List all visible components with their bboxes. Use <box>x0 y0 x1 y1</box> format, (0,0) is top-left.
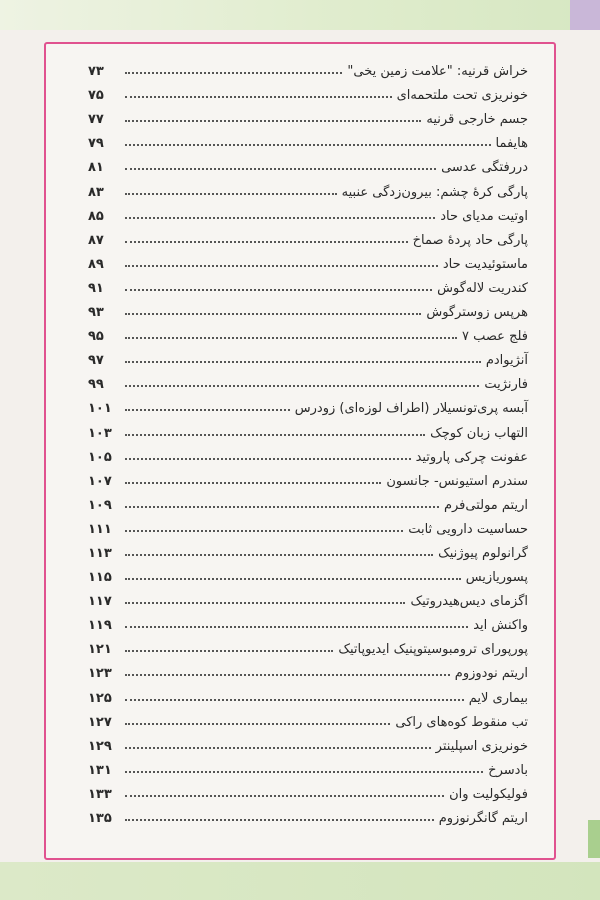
toc-entry <box>88 248 528 272</box>
dot-leader <box>125 650 333 652</box>
toc-entry-title: تب منقوط کوه‌های راکی <box>395 714 528 730</box>
toc-entry <box>88 513 528 537</box>
dot-leader <box>125 819 434 821</box>
toc-entry-page: ۸۹ <box>88 256 104 272</box>
dot-leader <box>125 217 435 219</box>
toc-entry-title: اگزمای دیس‌هیدروتیک <box>410 594 528 610</box>
toc-entry-title: آنژیوادم <box>485 353 528 369</box>
dot-leader <box>125 409 290 411</box>
toc-entry <box>88 609 528 633</box>
toc-entry <box>88 489 528 513</box>
toc-entry <box>88 175 528 199</box>
toc-entry <box>88 778 528 802</box>
toc-entry <box>88 103 528 127</box>
toc-entry <box>88 633 528 657</box>
toc-entry-title: کندریت لاله‌گوش <box>437 280 528 296</box>
toc-entry-title: واکنش اید <box>473 618 528 634</box>
dot-leader <box>125 289 432 291</box>
toc-entry-page: ۱۳۱ <box>88 762 112 778</box>
toc-entry-page: ۷۵ <box>88 88 104 104</box>
toc-entry-page: ۱۰۷ <box>88 473 112 489</box>
toc-entry <box>88 465 528 489</box>
dot-leader <box>125 626 468 628</box>
toc-entry-page: ۱۱۳ <box>88 545 112 561</box>
dot-leader <box>125 747 431 749</box>
toc-entry <box>88 681 528 705</box>
toc-entry-title: خراش قرنیه: "علامت زمین یخی" <box>347 64 528 80</box>
dot-leader <box>125 771 483 773</box>
toc-entry <box>88 127 528 151</box>
toc-entry-title: اریتم نودوزوم <box>454 666 528 682</box>
dot-leader <box>125 795 444 797</box>
dot-leader <box>125 699 464 701</box>
dot-leader <box>125 168 436 170</box>
top-color-band <box>0 0 600 30</box>
toc-entry-title: جسم خارجی قرنیه <box>426 112 528 128</box>
toc-entry-page: ۹۹ <box>88 377 104 393</box>
toc-entry-title: خونریزی تحت ملتحمه‌ای <box>396 88 528 104</box>
toc-entry-page: ۱۱۹ <box>88 618 112 634</box>
toc-entry-title: پارگی حاد پردهٔ صماخ <box>412 232 528 248</box>
toc-entry <box>88 561 528 585</box>
toc-entry-title: اریتم مولتی‌فرم <box>443 497 528 513</box>
toc-entry-page: ۱۲۵ <box>88 690 112 706</box>
dot-leader <box>125 241 408 243</box>
toc-entry-page: ۱۲۹ <box>88 738 112 754</box>
toc-entry <box>88 706 528 730</box>
toc-entry <box>88 320 528 344</box>
toc-entry-title: دررفتگی عدسی <box>441 160 528 176</box>
toc-entry-title: سندرم استیونس- جانسون <box>386 473 528 489</box>
toc-entry-title: آبسه پری‌تونسیلار (اطراف لوزه‌ای) زودرس <box>294 401 528 417</box>
corner-tab <box>570 0 600 30</box>
toc-entry-title: پسوریازیس <box>465 570 528 586</box>
toc-entry-title: گرانولوم پیوژنیک <box>438 545 528 561</box>
toc-entry <box>88 754 528 778</box>
toc-entry-title: فولیکولیت وان <box>449 786 528 802</box>
dot-leader <box>125 193 337 195</box>
toc-entry-title: پارگی کرهٔ چشم: بیرون‌زدگی عنبیه <box>341 184 528 200</box>
toc-entry <box>88 224 528 248</box>
dot-leader <box>125 530 403 532</box>
toc-entry-page: ۱۳۵ <box>88 811 112 826</box>
toc-entry <box>88 272 528 296</box>
toc-entry <box>88 392 528 416</box>
toc-entry-title: فارنژیت <box>484 377 528 393</box>
toc-entry <box>88 344 528 368</box>
dot-leader <box>125 72 342 74</box>
toc-entry-page: ۷۳ <box>88 64 104 80</box>
toc-entry-page: ۹۷ <box>88 353 104 369</box>
toc-entry-page: ۱۲۳ <box>88 666 112 682</box>
toc-entry <box>88 537 528 561</box>
toc-entry <box>88 416 528 440</box>
toc-entry <box>88 200 528 224</box>
toc-entry-title: بیماری لایم <box>468 690 528 706</box>
dot-leader <box>125 723 390 725</box>
toc-entry-page: ۷۷ <box>88 112 104 128</box>
toc-entry-title: التهاب زبان کوچک <box>430 425 528 441</box>
dot-leader <box>125 313 421 315</box>
toc-entry-title: حساسیت دارویی ثابت <box>408 521 528 537</box>
toc-entry <box>88 730 528 754</box>
toc-entry <box>88 296 528 320</box>
toc-entry-page: ۱۱۵ <box>88 570 112 586</box>
toc-entry-page: ۱۱۱ <box>88 521 112 537</box>
toc-entry-page: ۱۲۷ <box>88 714 112 730</box>
dot-leader <box>125 337 457 339</box>
toc-entry-title: خونریزی اسپلینتر <box>435 738 528 754</box>
toc-entry-title: فلج عصب ۷ <box>462 329 528 345</box>
toc-entry-page: ۱۱۷ <box>88 594 112 610</box>
edge-tab <box>588 820 600 858</box>
dot-leader <box>125 361 481 363</box>
toc-entry <box>88 79 528 103</box>
toc-entry-page: ۹۵ <box>88 329 104 345</box>
dot-leader <box>125 458 411 460</box>
dot-leader <box>125 120 421 122</box>
toc-entry-title: بادسرخ <box>488 762 528 778</box>
toc-entry-title: هایفما <box>495 136 528 152</box>
toc-entry-page: ۹۳ <box>88 305 104 321</box>
toc-entry-title: اوتیت مدیای حاد <box>440 208 528 224</box>
dot-leader <box>125 674 450 676</box>
toc-entry-page: ۱۰۵ <box>88 449 112 465</box>
dot-leader <box>125 434 425 436</box>
dot-leader <box>125 506 439 508</box>
toc-entry <box>88 55 528 79</box>
dot-leader <box>125 554 433 556</box>
toc-entry <box>88 441 528 465</box>
dot-leader <box>125 482 381 484</box>
toc-entry-page: ۸۷ <box>88 232 104 248</box>
toc-entry <box>88 585 528 609</box>
dot-leader <box>125 578 461 580</box>
dot-leader <box>125 385 479 387</box>
dot-leader <box>125 96 392 98</box>
dot-leader <box>125 144 491 146</box>
toc-entry-title: اریتم گانگرنوزوم <box>438 811 528 826</box>
toc-entry-title: ماستوئیدیت حاد <box>442 256 528 272</box>
toc-entry <box>88 151 528 175</box>
toc-entry-title: هرپس زوسترگوش <box>426 305 528 321</box>
toc-entry-page: ۸۳ <box>88 184 104 200</box>
toc-entry-page: ۷۹ <box>88 136 104 152</box>
toc-entry-page: ۸۱ <box>88 160 104 176</box>
toc-entry-page: ۸۵ <box>88 208 104 224</box>
dot-leader <box>125 265 438 267</box>
dot-leader <box>125 602 405 604</box>
toc-entry-page: ۱۲۱ <box>88 642 112 658</box>
toc-entry-page: ۱۳۳ <box>88 786 112 802</box>
toc-entry-title: پورپورای ترومبوسیتوپنیک ایدیوپاتیک <box>338 642 528 658</box>
table-of-contents <box>88 55 528 826</box>
toc-entry-page: ۱۰۹ <box>88 497 112 513</box>
toc-entry <box>88 802 528 826</box>
toc-entry <box>88 657 528 681</box>
toc-entry-page: ۱۰۱ <box>88 401 112 417</box>
toc-entry <box>88 368 528 392</box>
bottom-color-band <box>0 862 600 900</box>
toc-entry-title: عفونت چرکی پاروتید <box>415 449 528 465</box>
toc-entry-page: ۱۰۳ <box>88 425 112 441</box>
toc-entry-page: ۹۱ <box>88 280 104 296</box>
